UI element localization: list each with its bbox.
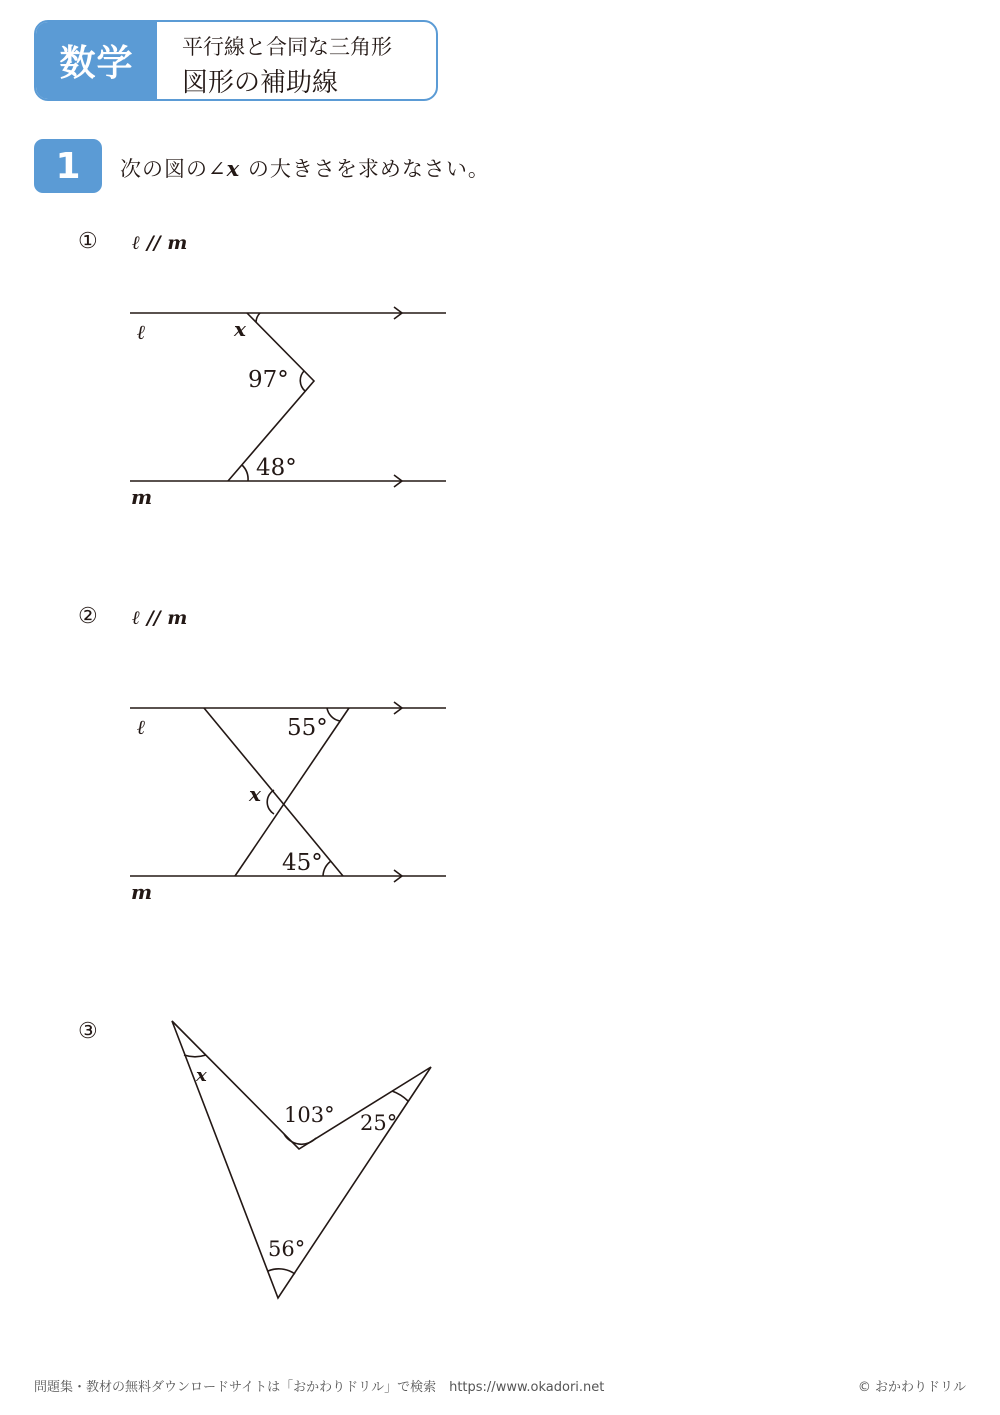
- angle-arc-55: [327, 708, 340, 721]
- fig1-angle-x: x: [234, 317, 246, 341]
- angle-arc-48: [242, 465, 248, 481]
- footer-site-info: 問題集・教材の無料ダウンロードサイトは「おかわりドリル」で検索 https://www.okadori.net: [34, 1380, 605, 1395]
- fig2-label-m: m: [131, 880, 153, 904]
- angle-arc-97: [300, 371, 305, 391]
- footer-copyright: © おかわりドリル: [857, 1380, 966, 1395]
- fig1-angle-97: 97°: [248, 367, 289, 393]
- instruction-text-before: 次の図の∠: [120, 157, 227, 181]
- fig3-angle-56: 56°: [268, 1237, 306, 1261]
- problem-3-label: ③: [78, 1019, 98, 1044]
- fig1-angle-48: 48°: [256, 455, 297, 481]
- topic-label: 平行線と合同な三角形: [182, 35, 392, 59]
- fig2-label-l: ℓ: [137, 715, 146, 739]
- fig2-angle-45: 45°: [282, 850, 323, 876]
- fig1-label-l: ℓ: [137, 320, 146, 344]
- fig3-angle-x: x: [196, 1065, 207, 1086]
- fig1-label-m: m: [131, 485, 153, 509]
- angle-arc-x: [184, 1055, 206, 1057]
- angle-arc-103: [284, 1134, 316, 1144]
- worksheet-title: 図形の補助線: [182, 68, 339, 98]
- instruction-variable: x: [226, 156, 241, 181]
- fig3-angle-25: 25°: [360, 1111, 398, 1135]
- angle-arc-x: [256, 313, 260, 322]
- problem-2-condition: ℓ // m: [132, 607, 188, 629]
- problem-2-label: ②: [78, 604, 98, 629]
- angle-arc-56: [268, 1269, 295, 1274]
- instruction-text-after: の大きさを求めなさい。: [240, 157, 490, 181]
- problem-1-condition: ℓ // m: [132, 232, 188, 254]
- angle-arc-45: [323, 861, 331, 876]
- angle-arc-25: [392, 1091, 408, 1101]
- question-number-badge: 1: [34, 139, 102, 193]
- fig3-angle-103: 103°: [284, 1103, 335, 1127]
- fig2-angle-x: x: [249, 782, 261, 806]
- angle-arc-x: [267, 790, 274, 814]
- problem-1-label: ①: [78, 229, 98, 254]
- subject-tag: 数学: [36, 22, 157, 99]
- fig2-angle-55: 55°: [287, 715, 328, 741]
